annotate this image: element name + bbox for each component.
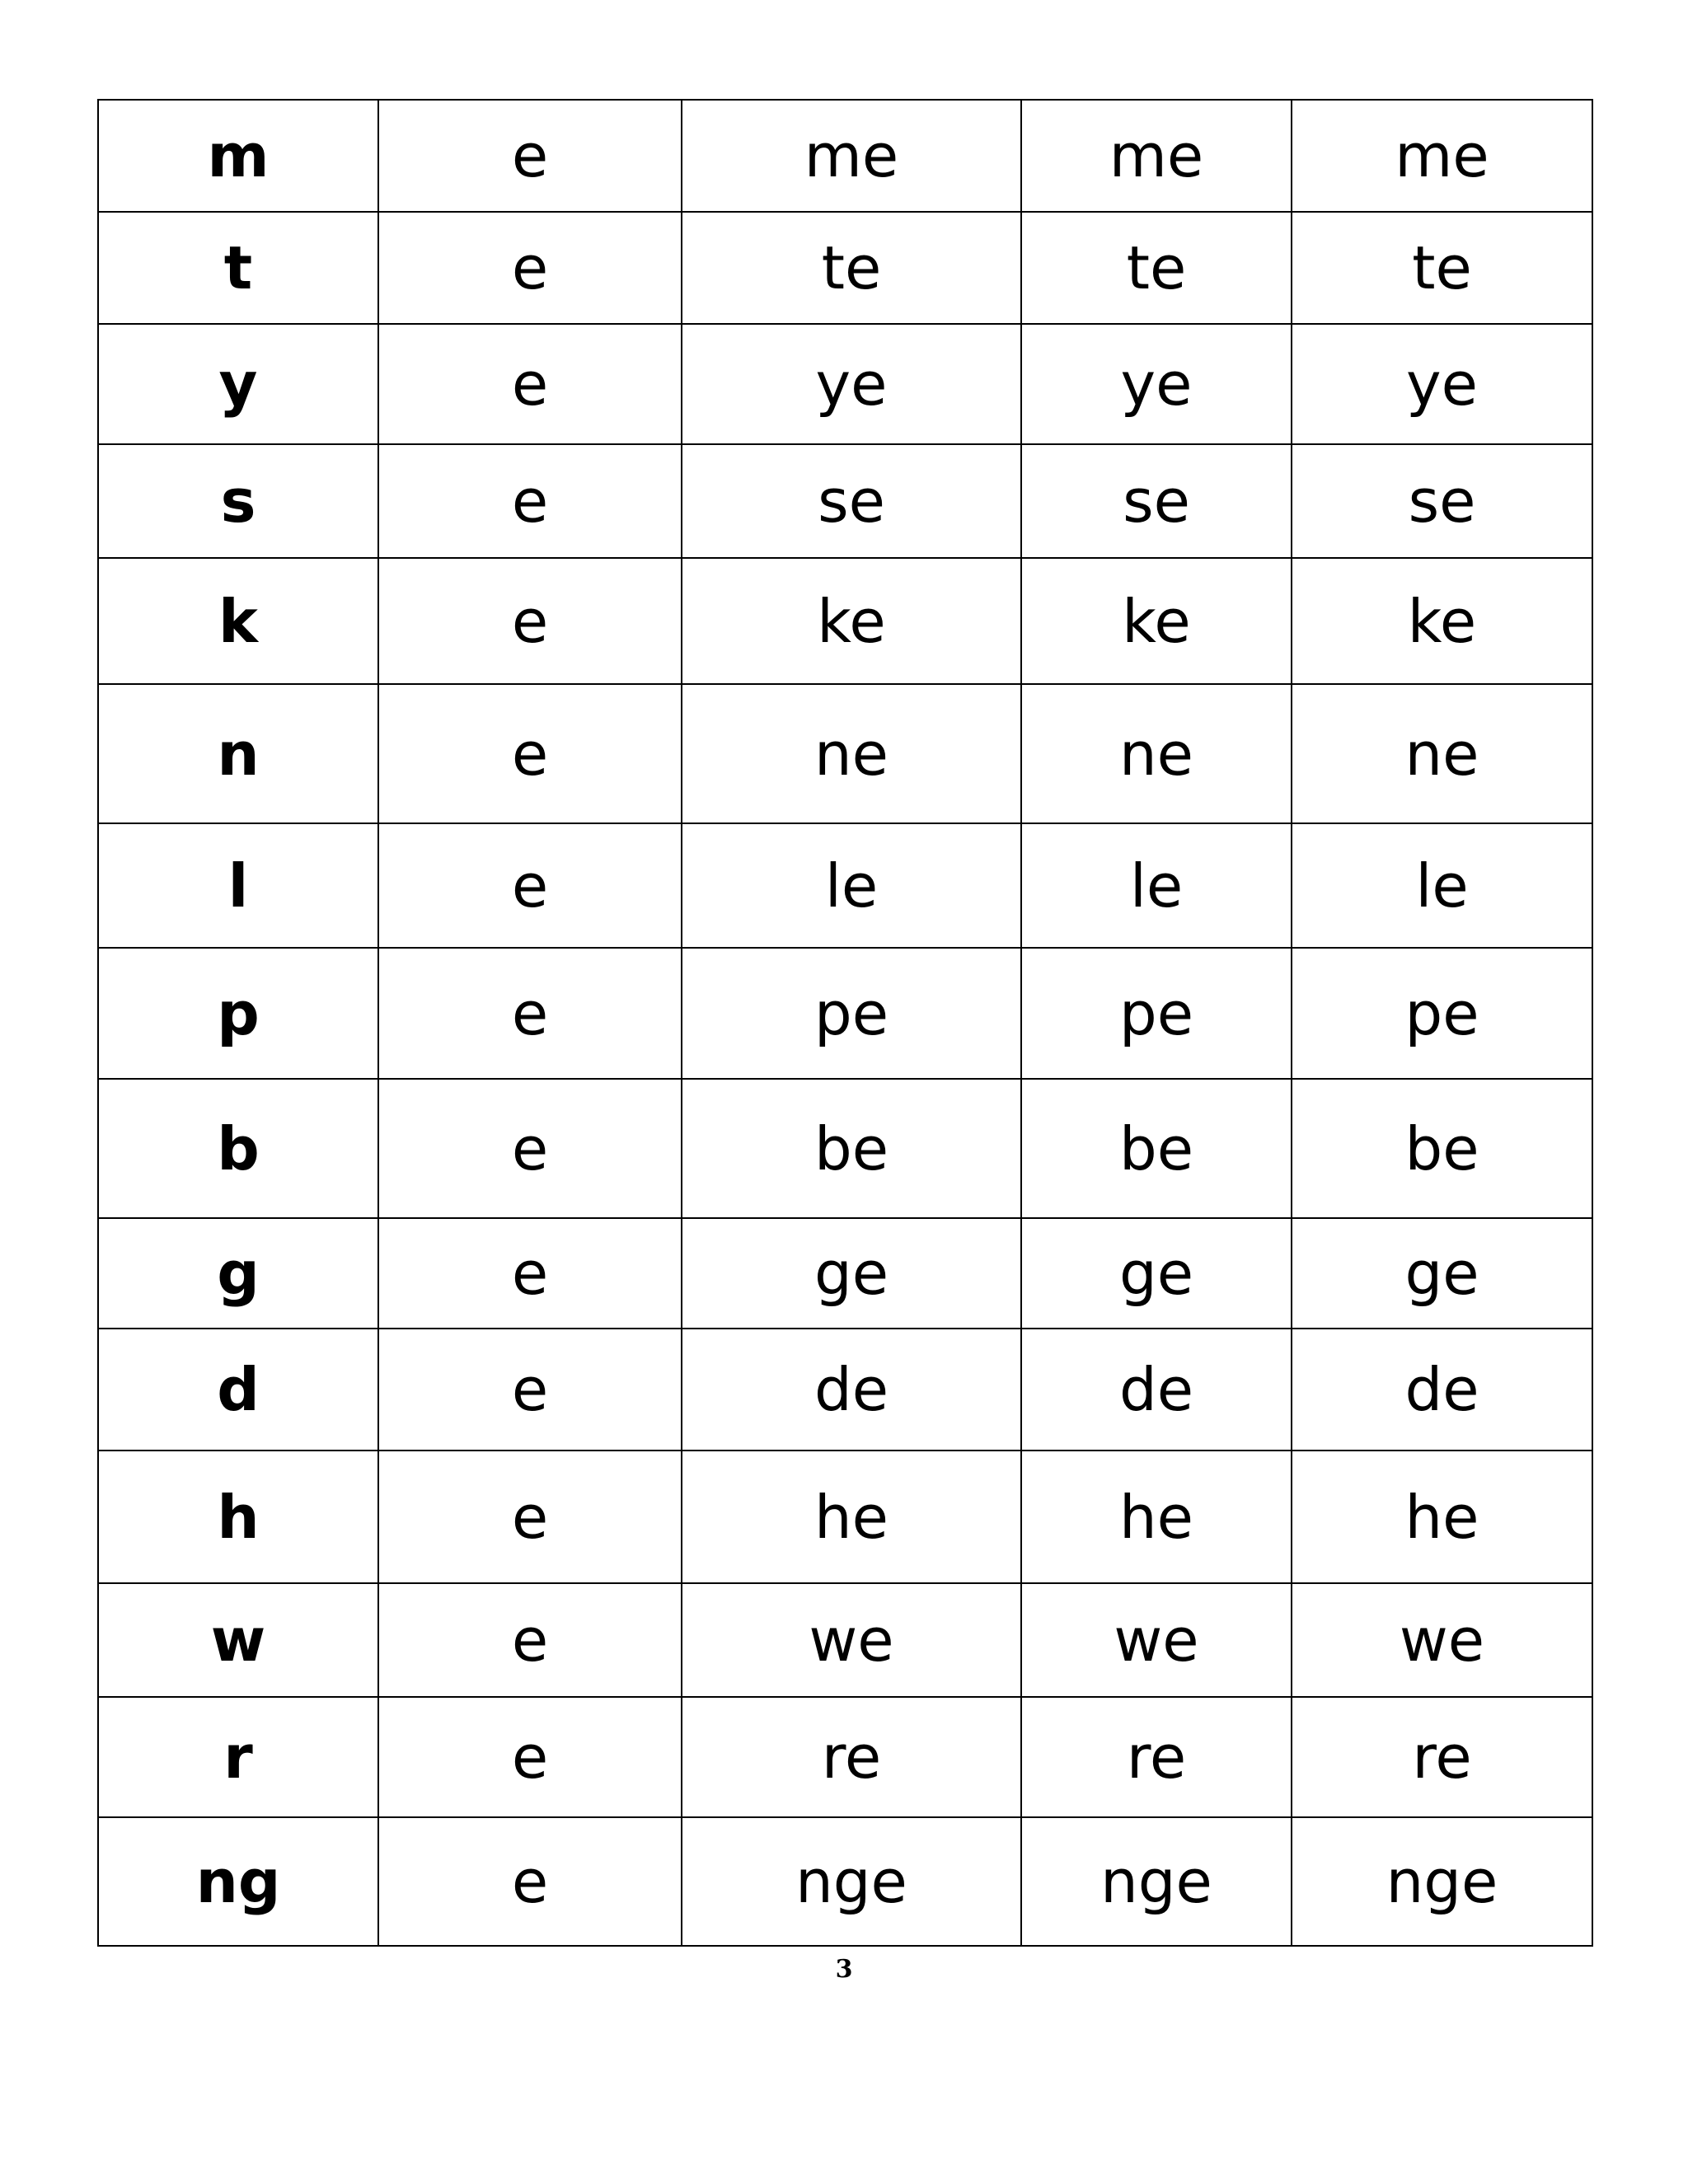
- syllable-cell: ge: [1292, 1218, 1592, 1329]
- consonant-cell: m: [98, 100, 378, 212]
- syllable-cell: we: [682, 1583, 1021, 1697]
- syllable-cell: nge: [1292, 1817, 1592, 1946]
- syllable-cell: te: [1021, 212, 1292, 324]
- consonant-cell: y: [98, 324, 378, 444]
- vowel-cell: e: [378, 1583, 682, 1697]
- syllable-table: [97, 99, 1593, 1947]
- consonant-cell: n: [98, 684, 378, 823]
- table-row: [98, 948, 1592, 1079]
- syllable-cell: be: [1021, 1079, 1292, 1218]
- table-row: [98, 212, 1592, 324]
- vowel-cell: e: [378, 1697, 682, 1817]
- syllable-cell: ye: [1292, 324, 1592, 444]
- syllable-cell: be: [682, 1079, 1021, 1218]
- syllable-cell: ne: [1292, 684, 1592, 823]
- vowel-cell: e: [378, 324, 682, 444]
- consonant-cell: w: [98, 1583, 378, 1697]
- syllable-cell: nge: [1021, 1817, 1292, 1946]
- syllable-cell: ke: [682, 558, 1021, 684]
- table-row: [98, 558, 1592, 684]
- vowel-cell: e: [378, 1329, 682, 1451]
- consonant-cell: g: [98, 1218, 378, 1329]
- syllable-cell: pe: [1021, 948, 1292, 1079]
- syllable-cell: le: [682, 823, 1021, 948]
- consonant-cell: ng: [98, 1817, 378, 1946]
- table-row: [98, 1817, 1592, 1946]
- table-row: [98, 1583, 1592, 1697]
- vowel-cell: e: [378, 1817, 682, 1946]
- consonant-cell: h: [98, 1451, 378, 1583]
- syllable-cell: te: [682, 212, 1021, 324]
- syllable-cell: we: [1292, 1583, 1592, 1697]
- vowel-cell: e: [378, 212, 682, 324]
- syllable-cell: re: [1021, 1697, 1292, 1817]
- syllable-cell: se: [1292, 444, 1592, 559]
- vowel-cell: e: [378, 948, 682, 1079]
- syllable-cell: re: [1292, 1697, 1592, 1817]
- vowel-cell: e: [378, 1079, 682, 1218]
- syllable-cell: ge: [682, 1218, 1021, 1329]
- syllable-cell: ke: [1292, 558, 1592, 684]
- syllable-cell: se: [682, 444, 1021, 559]
- consonant-cell: l: [98, 823, 378, 948]
- table-row: [98, 444, 1592, 559]
- table-row: [98, 1329, 1592, 1451]
- syllable-cell: de: [682, 1329, 1021, 1451]
- vowel-cell: e: [378, 1451, 682, 1583]
- table-row: [98, 1697, 1592, 1817]
- syllable-cell: me: [682, 100, 1021, 212]
- table-row: [98, 823, 1592, 948]
- syllable-cell: ye: [1021, 324, 1292, 444]
- syllable-cell: pe: [1292, 948, 1592, 1079]
- syllable-cell: he: [1021, 1451, 1292, 1583]
- syllable-cell: se: [1021, 444, 1292, 559]
- syllable-table-body: [98, 100, 1592, 1946]
- vowel-cell: e: [378, 100, 682, 212]
- consonant-cell: d: [98, 1329, 378, 1451]
- consonant-cell: p: [98, 948, 378, 1079]
- vowel-cell: e: [378, 823, 682, 948]
- syllable-cell: ke: [1021, 558, 1292, 684]
- syllable-cell: he: [1292, 1451, 1592, 1583]
- consonant-cell: b: [98, 1079, 378, 1218]
- syllable-cell: de: [1292, 1329, 1592, 1451]
- syllable-cell: me: [1021, 100, 1292, 212]
- syllable-cell: re: [682, 1697, 1021, 1817]
- consonant-cell: r: [98, 1697, 378, 1817]
- consonant-cell: s: [98, 444, 378, 559]
- vowel-cell: e: [378, 444, 682, 559]
- syllable-cell: me: [1292, 100, 1592, 212]
- table-row: [98, 1451, 1592, 1583]
- table-row: [98, 1079, 1592, 1218]
- syllable-cell: pe: [682, 948, 1021, 1079]
- vowel-cell: e: [378, 558, 682, 684]
- syllable-cell: ge: [1021, 1218, 1292, 1329]
- syllable-cell: nge: [682, 1817, 1021, 1946]
- table-row: [98, 100, 1592, 212]
- table-row: [98, 324, 1592, 444]
- table-row: [98, 684, 1592, 823]
- syllable-cell: ye: [682, 324, 1021, 444]
- syllable-cell: le: [1021, 823, 1292, 948]
- page-number: 3: [835, 1955, 853, 1984]
- table-row: [98, 1218, 1592, 1329]
- consonant-cell: t: [98, 212, 378, 324]
- syllable-cell: de: [1021, 1329, 1292, 1451]
- vowel-cell: e: [378, 1218, 682, 1329]
- syllable-cell: ne: [682, 684, 1021, 823]
- syllable-cell: te: [1292, 212, 1592, 324]
- syllable-cell: be: [1292, 1079, 1592, 1218]
- syllable-cell: he: [682, 1451, 1021, 1583]
- vowel-cell: e: [378, 684, 682, 823]
- syllable-cell: le: [1292, 823, 1592, 948]
- consonant-cell: k: [98, 558, 378, 684]
- syllable-cell: ne: [1021, 684, 1292, 823]
- syllable-cell: we: [1021, 1583, 1292, 1697]
